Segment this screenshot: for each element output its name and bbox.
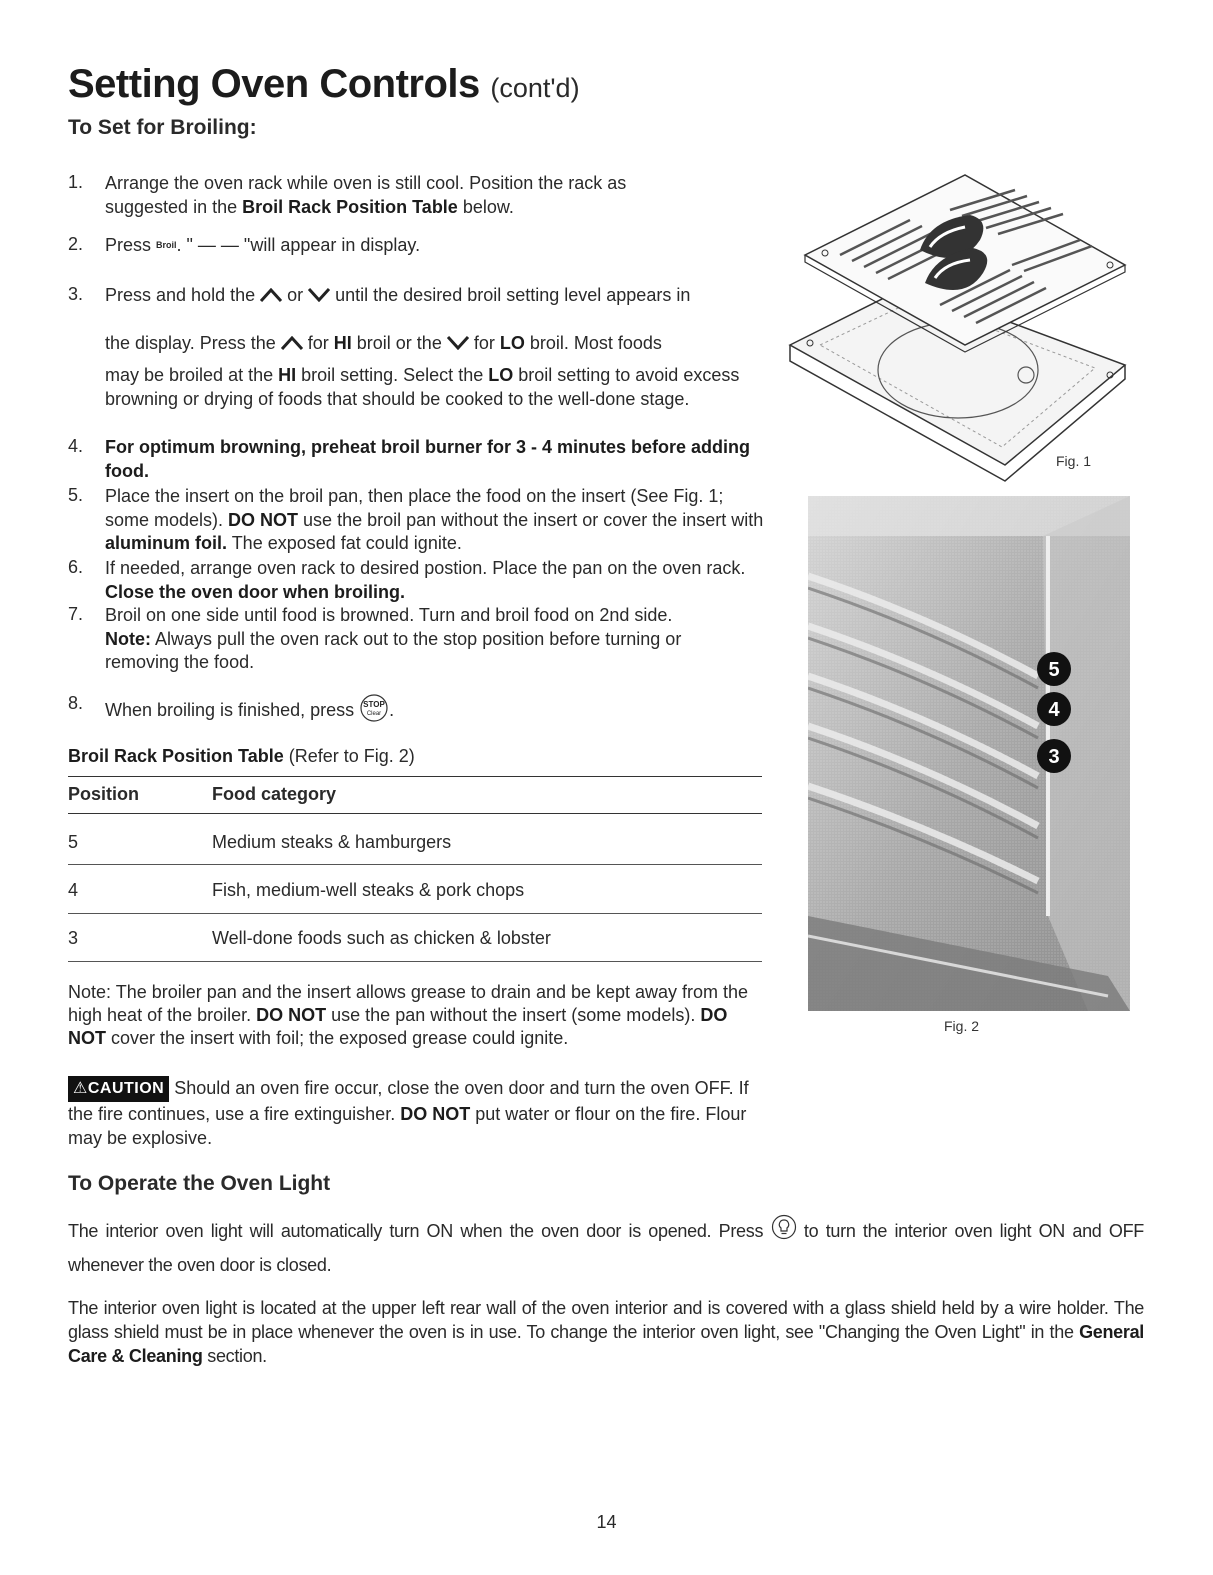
- step-5-text: Place the insert on the broil pan, then place the food on the insert (See Fig. 1; some models). DO NOT use the broil pan without the insert or cover the insert with aluminum foil. The exposed fat could ignite.: [105, 486, 764, 553]
- page-title-suffix: (cont'd): [490, 73, 580, 103]
- step-number: 6.: [68, 557, 84, 577]
- oven-light-paragraph-2: The interior oven light is located at the upper left rear wall of the oven interior and is covered with a glass shield held by a wire holder. The glass shield must be in place whenever the oven is in use. To change the interior oven light, see "Changing the Oven Light" in the General Care & Cleaning section.: [68, 1298, 1144, 1366]
- figure-1-label: Fig. 1: [1056, 453, 1092, 469]
- table-cell-food: Medium steaks & hamburgers: [212, 832, 452, 852]
- step-3-line-3: may be broiled at the HI broil setting. Select the LO broil setting to avoid excess browning or drying of foods that should be cooked to the well-done stage.: [105, 365, 740, 409]
- step-number: 8.: [68, 693, 84, 713]
- step-8-text: When broiling is finished, press STOP Clear .: [105, 693, 765, 730]
- step-6-text: If needed, arrange oven rack to desired postion. Place the pan on the oven rack. Close the oven door when broiling.: [105, 558, 746, 602]
- page-title: Setting Oven Controls (cont'd): [68, 62, 580, 106]
- table-header-position: Position: [68, 784, 139, 804]
- stop-label: STOP: [363, 700, 385, 709]
- clear-label: Clear: [366, 711, 382, 717]
- figure-1-broil-pan: [780, 165, 1140, 485]
- oven-light-paragraph-1: The interior oven light will automatically turn ON when the oven door is opened. Press to turn the interior oven light ON and OFF whenever the oven door is closed.: [68, 1214, 1144, 1281]
- table-top-rule: [68, 776, 762, 777]
- step-4-text: For optimum browning, preheat broil burner for 3 - 4 minutes before adding food.: [105, 437, 751, 481]
- table-cell-position: 4: [68, 880, 79, 900]
- arrow-down-icon: [308, 285, 330, 309]
- table-row-rule: [68, 913, 762, 914]
- rack-badge-3: 3: [1048, 746, 1060, 768]
- step-1-text: Arrange the oven rack while oven is still cool. Position the rack as suggested in the Broil Rack Position Table below.: [105, 173, 627, 217]
- oven-interior-photo: [808, 496, 1130, 1011]
- stop-clear-button-icon: [359, 693, 389, 730]
- figure-2-label: Fig. 2: [944, 1018, 980, 1034]
- table-cell-food: Well-done foods such as chicken & lobster: [212, 928, 551, 948]
- step-number: 3.: [68, 284, 84, 304]
- section-heading-broiling: To Set for Broiling:: [68, 116, 257, 139]
- caution-badge: ⚠CAUTION: [68, 1076, 169, 1102]
- broiler-note: Note: The broiler pan and the insert allows grease to drain and be kept away from the high heat of the broiler. DO NOT use the pan without the insert (some models). DO NOT cover the insert with foil; the exposed grease could ignite.: [68, 982, 749, 1048]
- step-3-line-1: Press and hold the or until the desired broil setting level appears in: [105, 284, 765, 308]
- warning-triangle-icon: ⚠: [73, 1080, 88, 1097]
- table-cell-position: 3: [68, 928, 79, 948]
- caution-paragraph: ⚠CAUTION Should an oven fire occur, close the oven door and turn the oven OFF. If the fire continues, use a fire extinguisher. DO NOT put water or flour on the fire. Flour may be explosive.: [68, 1078, 749, 1148]
- rack-badge-5: 5: [1048, 659, 1060, 681]
- step-7-text: Broil on one side until food is browned. Turn and broil food on 2nd side. Note: Always pull the oven rack out to the stop position before turning or removing the food.: [105, 605, 682, 672]
- table-bottom-rule: [68, 961, 762, 962]
- broil-pan-illustration: [780, 165, 1140, 485]
- table-cell-position: 5: [68, 832, 79, 852]
- arrow-down-icon: [447, 333, 469, 357]
- table-row-rule: [68, 864, 762, 865]
- light-bulb-button-icon: [771, 1214, 797, 1250]
- step-number: 4.: [68, 436, 84, 456]
- page-number: 14: [596, 1512, 617, 1532]
- step-3-line-2: the display. Press the for HI broil or the for LO broil. Most foods: [105, 332, 765, 356]
- step-number: 1.: [68, 172, 84, 192]
- step-2-text: Press Broil. " — — "will appear in display.: [105, 234, 765, 258]
- arrow-up-icon: [260, 285, 282, 309]
- table-header-food: Food category: [212, 784, 337, 804]
- broil-button-icon: Broil: [156, 240, 177, 250]
- step-number: 2.: [68, 234, 84, 254]
- table-cell-food: Fish, medium-well steaks & pork chops: [212, 880, 525, 900]
- figure-2-oven-interior: [808, 496, 1130, 1011]
- step-number: 5.: [68, 485, 84, 505]
- section-heading-oven-light: To Operate the Oven Light: [68, 1172, 331, 1195]
- step-number: 7.: [68, 604, 84, 624]
- table-caption: Broil Rack Position Table (Refer to Fig. 2): [68, 746, 415, 766]
- arrow-up-icon: [281, 333, 303, 357]
- table-header-rule: [68, 813, 762, 814]
- rack-badge-4: 4: [1048, 699, 1060, 721]
